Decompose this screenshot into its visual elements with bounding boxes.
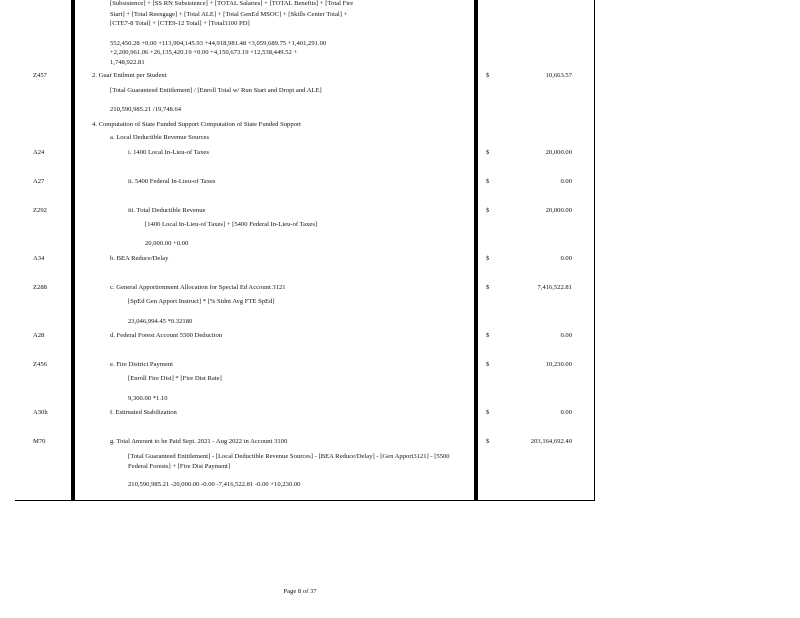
section-heading: 4. Computation of State Funded Support Computation of State Funded Support bbox=[92, 121, 301, 128]
row-values: 23,046,994.45 *0.32180 bbox=[128, 318, 193, 325]
row-code: A28 bbox=[33, 332, 45, 339]
row-label: g. Total Amount to be Paid Sept. 2021 - Aug 2022 in Account 3100 bbox=[110, 438, 288, 445]
row-label: iii. Total Deductible Revenue bbox=[128, 207, 206, 214]
row-code: A34 bbox=[33, 255, 45, 262]
row-formula: [1400 Local In-Lieu-of Taxes] + [5400 Federal In-Lieu-of Taxes] bbox=[145, 221, 318, 228]
row-code: Z457 bbox=[33, 72, 47, 79]
formula-line: [CTE7-8 Total] + [CTE9-12 Total] + [Total3100 PD] bbox=[110, 20, 250, 27]
row-amount: 20,000.00 bbox=[545, 149, 572, 156]
row-label: b. BEA Reduce/Delay bbox=[110, 255, 169, 262]
dollar-sign: $ bbox=[486, 409, 490, 416]
row-values: 9,300.00 *1.10 bbox=[128, 395, 168, 402]
values-line: 552,450.28 +0.00 +113,904,145.93 +44,918,981.48 +3,059,689.75 +1,401,291.00 bbox=[110, 40, 327, 47]
row-code: Z456 bbox=[33, 361, 47, 368]
row-amount: 0.00 bbox=[560, 178, 572, 185]
row-amount: 7,416,522.81 bbox=[537, 284, 572, 291]
row-label: f. Estimated Stabilization bbox=[110, 409, 177, 416]
row-code: M70 bbox=[33, 438, 46, 445]
dollar-sign: $ bbox=[486, 332, 490, 339]
row-code: Z288 bbox=[33, 284, 47, 291]
formula-line: [Subsistence] + [SS RN Subsistence] + [TOTAL Salaries] + [TOTAL Benefits] + [Total Fire bbox=[110, 0, 354, 7]
row-formula: [SpEd Gen Apport Instruct] * [% Stdnt Avg FTE SpEd] bbox=[128, 298, 275, 305]
row-amount: 0.00 bbox=[560, 409, 572, 416]
row-code: A27 bbox=[33, 178, 45, 185]
row-label: c. General Apportionment Allocation for Special Ed Account 3121 bbox=[110, 284, 286, 291]
row-amount: 10,663.57 bbox=[545, 72, 572, 79]
row-label: 2. Guar Entlmnt per Student bbox=[92, 72, 167, 79]
page-number: Page 8 of 37 bbox=[283, 588, 317, 595]
dollar-sign: $ bbox=[486, 255, 490, 262]
row-amount: 10,230.00 bbox=[545, 361, 572, 368]
row-values: 210,590,985.21 -20,000.00 -0.00 -7,416,522.81 -0.00 +10,230.00 bbox=[128, 481, 301, 488]
values-line: 1,748,922.81 bbox=[110, 59, 145, 66]
row-amount: 20,000.00 bbox=[545, 207, 572, 214]
dollar-sign: $ bbox=[486, 72, 490, 79]
row-formula: [Total Guaranteed Entitlement] - [Local Deductible Revenue Sources] - [BEA Reduce/Delay] - [Gen Apport3121] - [5500 Federal Forests] + [Fire Dist Payment] bbox=[128, 453, 450, 470]
row-label: ii. 5400 Federal In-Lieu-of Taxes bbox=[128, 178, 216, 185]
page-right-border bbox=[594, 0, 595, 500]
left-column-rule bbox=[71, 0, 75, 501]
row-code: Z292 bbox=[33, 207, 47, 214]
values-line: +2,200,961.06 +26,135,420.19 +0.00 +4,150,673.19 +12,538,449.52 + bbox=[110, 49, 298, 56]
row-amount: 0.00 bbox=[560, 255, 572, 262]
subsection-heading: a. Local Deductible Revenue Sources bbox=[110, 134, 210, 141]
row-code: A30h bbox=[33, 409, 48, 416]
row-label: e. Fire District Payment bbox=[110, 361, 173, 368]
dollar-sign: $ bbox=[486, 438, 490, 445]
row-label: d. Federal Forest Account 5500 Deduction bbox=[110, 332, 223, 339]
row-values: 210,590,985.21 /19,748.64 bbox=[110, 106, 182, 113]
row-amount: 203,164,692.40 bbox=[530, 438, 572, 445]
dollar-sign: $ bbox=[486, 361, 490, 368]
row-code: A24 bbox=[33, 149, 45, 156]
row-formula: [Enroll Fire Dist] * [Fire Dist Rate] bbox=[128, 375, 222, 382]
dollar-sign: $ bbox=[486, 207, 490, 214]
row-label: i. 1400 Local In-Lieu-of Taxes bbox=[128, 149, 209, 156]
row-amount: 0.00 bbox=[560, 332, 572, 339]
dollar-sign: $ bbox=[486, 178, 490, 185]
right-column-rule bbox=[474, 0, 478, 501]
row-values: 20,000.00 +0.00 bbox=[145, 240, 189, 247]
formula-line: Start] + [Total Reengage] + [Total ALE] + [Total GenEd MSOC] + [Skills Center Total] + bbox=[110, 11, 348, 18]
bottom-rule bbox=[15, 500, 595, 501]
dollar-sign: $ bbox=[486, 284, 490, 291]
row-formula: [Total Guaranteed Entitlement] / [Enroll Total w/ Run Start and Dropt and ALE] bbox=[110, 87, 322, 94]
dollar-sign: $ bbox=[486, 149, 490, 156]
